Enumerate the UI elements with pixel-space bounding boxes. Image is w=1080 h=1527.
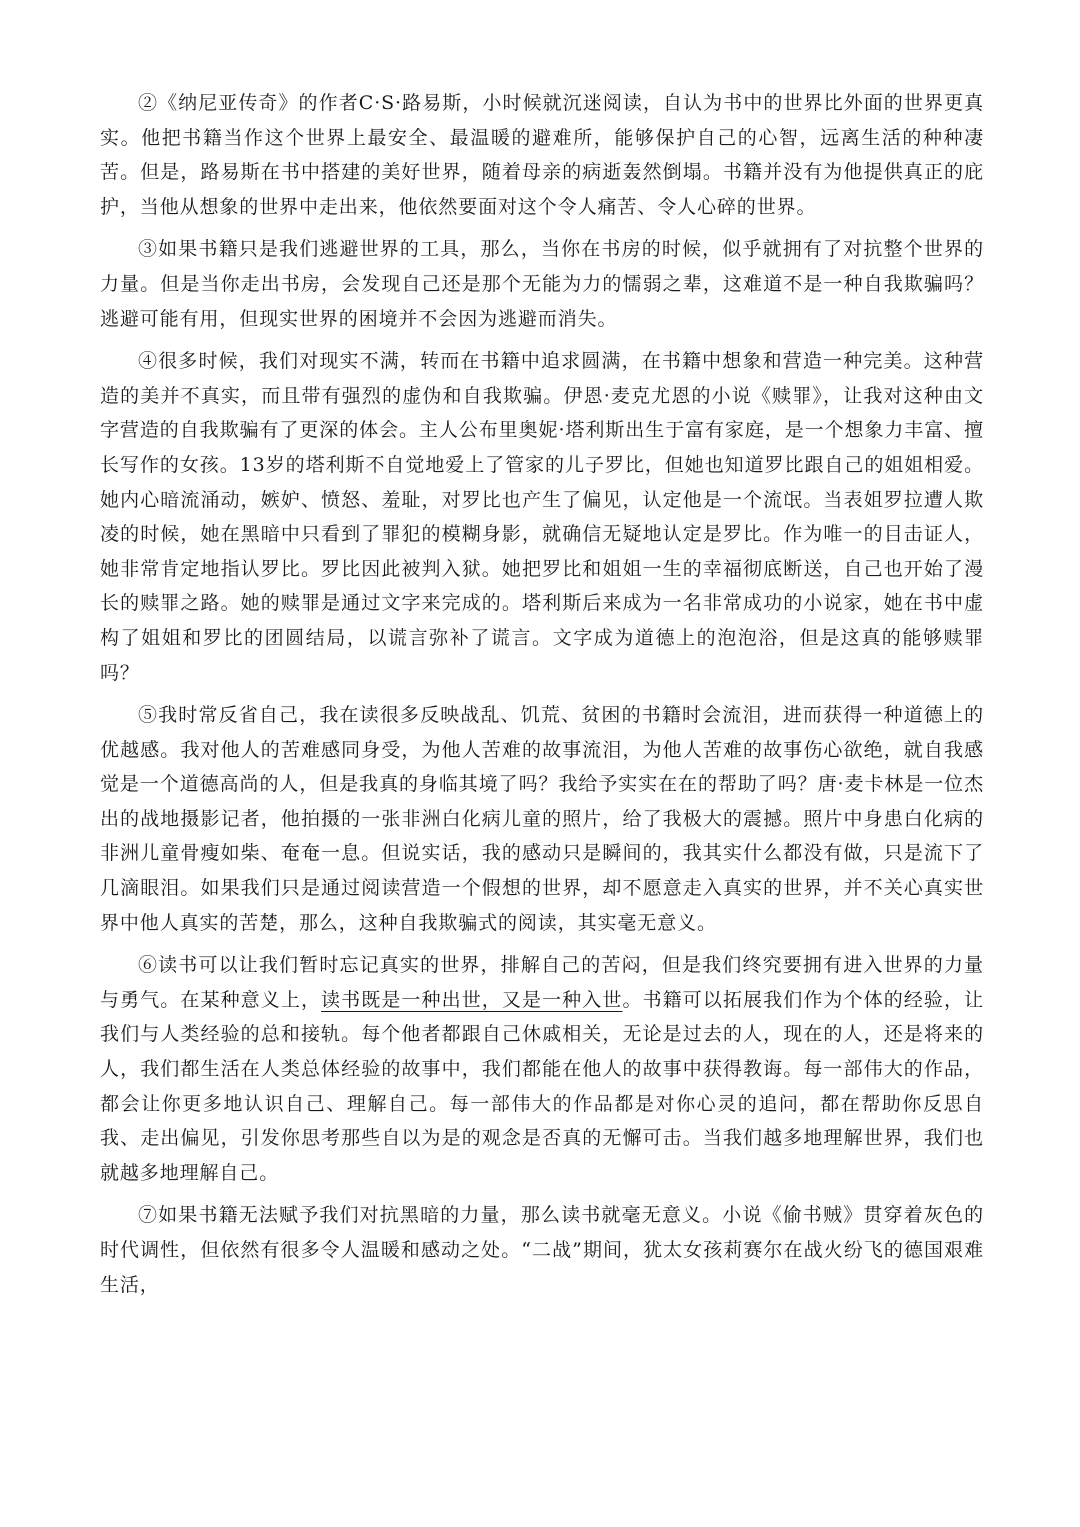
document-page xyxy=(100,86,984,1310)
paragraph-6-before: ⑥读书可以让我们暂时忘记真实的世界，排解自己的苦闷，但是我们终究要拥有进入世界的力量与勇气。在某种意义上， xyxy=(100,954,984,1011)
paragraph-6 xyxy=(100,948,984,1190)
paragraph-2: ②《纳尼亚传奇》的作者C·S·路易斯，小时候就沉迷阅读，自认为书中的世界比外面的世界更真实。他把书籍当作这个世界上最安全、最温暖的避难所，能够保护自己的心智，远离生活的种种凄苦。但是，路易斯在书中搭建的美好世界，随着母亲的病逝轰然倒塌。书籍并没有为他提供真正的庇护，当他从想象的世界中走出来，他依然要面对这个令人痛苦、令人心碎的世界。 xyxy=(100,92,984,218)
paragraph-6-after: 。书籍可以拓展我们作为个体的经验，让我们与人类经验的总和接轨。每个他者都跟自己休戚相关，无论是过去的人，现在的人，还是将来的人，我们都生活在人类总体经验的故事中，我们都能在他人的故事中获得教诲。每一部伟大的作品，都会让你更多地认识自己、理解自己。每一部伟大的作品都是对你心灵的追问，都在帮助你反思自我、走出偏见，引发你思考那些自以为是的观念是否真的无懈可击。当我们越多地理解世界，我们也就越多地理解自己。 xyxy=(100,988,984,1184)
paragraph-5: ⑤我时常反省自己，我在读很多反映战乱、饥荒、贫困的书籍时会流泪，进而获得一种道德上的优越感。我对他人的苦难感同身受，为他人苦难的故事流泪，为他人苦难的故事伤心欲绝，就自我感觉是一个道德高尚的人，但是我真的身临其境了吗？我给予实实在在的帮助了吗？唐·麦卡林是一位杰出的战地摄影记者，他拍摄的一张非洲白化病儿童的照片，给了我极大的震撼。照片中身患白化病的非洲儿童骨瘦如柴、奄奄一息。但说实话，我的感动只是瞬间的，我其实什么都没有做，只是流下了几滴眼泪。如果我们只是通过阅读营造一个假想的世界，却不愿意走入真实的世界，并不关心真实世界中他人真实的苦楚，那么，这种自我欺骗式的阅读，其实毫无意义。 xyxy=(100,704,984,934)
paragraph-3: ③如果书籍只是我们逃避世界的工具，那么，当你在书房的时候，似乎就拥有了对抗整个世界的力量。但是当你走出书房，会发现自己还是那个无能为力的懦弱之辈，这难道不是一种自我欺骗吗？逃避可能有用，但现实世界的困境并不会因为逃避而消失。 xyxy=(100,238,984,330)
underlined-sentence: 读书既是一种出世，又是一种入世 xyxy=(321,988,623,1011)
paragraph-7: ⑦如果书籍无法赋予我们对抗黑暗的力量，那么读书就毫无意义。小说《偷书贼》贯穿着灰色的时代调性，但依然有很多令人温暖和感动之处。“二战”期间，犹太女孩莉赛尔在战火纷飞的德国艰难生活， xyxy=(100,1204,984,1296)
paragraph-4: ④很多时候，我们对现实不满，转而在书籍中追求圆满，在书籍中想象和营造一种完美。这种营造的美并不真实，而且带有强烈的虚伪和自我欺骗。伊恩·麦克尤恩的小说《赎罪》，让我对这种由文字营造的自我欺骗有了更深的体会。主人公布里奥妮·塔利斯出生于富有家庭，是一个想象力丰富、擅长写作的女孩。13岁的塔利斯不自觉地爱上了管家的儿子罗比，但她也知道罗比跟自己的姐姐相爱。她内心暗流涌动，嫉妒、愤怒、羞耻，对罗比也产生了偏见，认定他是一个流氓。当表姐罗拉遭人欺凌的时候，她在黑暗中只看到了罪犯的模糊身影，就确信无疑地认定是罗比。作为唯一的目击证人，她非常肯定地指认罗比。罗比因此被判入狱。她把罗比和姐姐一生的幸福彻底断送，自己也开始了漫长的赎罪之路。她的赎罪是通过文字来完成的。塔利斯后来成为一名非常成功的小说家，她在书中虚构了姐姐和罗比的团圆结局，以谎言弥补了谎言。文字成为道德上的泡泡浴，但是这真的能够赎罪吗？ xyxy=(100,350,984,684)
